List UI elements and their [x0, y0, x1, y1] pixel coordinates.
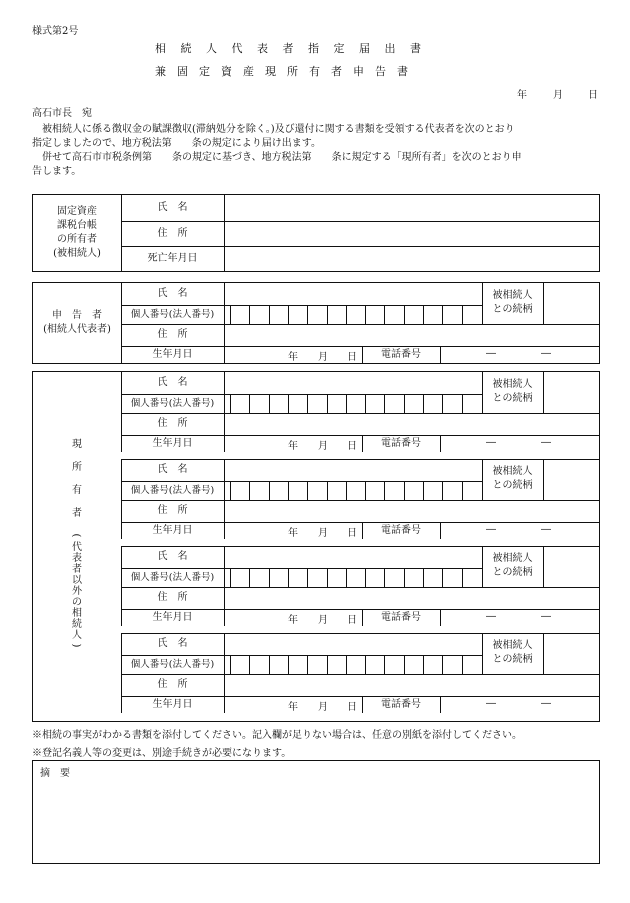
- address-label: 住 所: [157, 679, 188, 690]
- address-label: 住 所: [157, 329, 188, 340]
- id-digit-divider: [462, 481, 463, 500]
- birth-day-label: 日: [347, 615, 357, 626]
- birth-day-label: 日: [347, 702, 357, 713]
- relation-label-line1: 被相続人: [492, 379, 533, 390]
- birth-day-label: 日: [347, 352, 357, 363]
- phone-field[interactable]: [440, 609, 599, 626]
- owner-name-field[interactable]: [225, 195, 599, 221]
- address-label: 住 所: [157, 592, 188, 603]
- relation-label-line1: 被相続人: [492, 290, 533, 301]
- birth-month-label: 月: [318, 702, 328, 713]
- declarant-section-label: 申 告 者 (相続人代表者): [43, 310, 111, 335]
- phone-label: 電話番号: [381, 348, 421, 360]
- birth-year-label: 年: [288, 352, 298, 363]
- relation-field[interactable]: [543, 546, 599, 587]
- phone-label: 電話番号: [381, 611, 421, 623]
- relation-field[interactable]: [543, 283, 599, 324]
- name-label: 氏 名: [157, 288, 188, 299]
- id-number-label: 個人番号(法人番号): [130, 308, 215, 320]
- phone-dash: ―: [486, 348, 496, 359]
- id-digit-divider: [462, 655, 463, 674]
- phone-field[interactable]: [440, 696, 599, 713]
- address-field[interactable]: [224, 324, 599, 346]
- address-label: 住 所: [157, 505, 188, 516]
- id-digit-divider: [462, 568, 463, 587]
- relation-label: [482, 633, 543, 674]
- id-number-field[interactable]: [230, 394, 462, 413]
- date-year-label: 年: [517, 90, 527, 101]
- relation-label-line2: との続柄: [492, 304, 533, 315]
- relation-label-line1: 被相続人: [492, 553, 533, 564]
- birth-day-label: 日: [347, 528, 357, 539]
- phone-label: 電話番号: [381, 437, 421, 449]
- note-attach-documents: ※相続の事実がわかる書類を添付してください。記入欄が足りない場合は、任意の別紙を添付してください。: [32, 730, 522, 741]
- name-label: 氏 名: [157, 377, 188, 388]
- owner-address-label: 住 所: [157, 227, 188, 239]
- date-day-label: 日: [588, 90, 598, 101]
- birth-month-label: 月: [318, 441, 328, 452]
- phone-field[interactable]: [440, 435, 599, 452]
- phone-dash: ―: [486, 437, 496, 448]
- current-owner-section-label: 現 所 有 者 ( 代 表 者 以 外 の 相 続 人 ): [70, 439, 82, 648]
- id-digit-divider: [462, 394, 463, 413]
- birth-date-label: 生年月日: [152, 524, 193, 536]
- relation-label: [482, 283, 543, 324]
- paragraph2-line2: 告します。: [32, 166, 82, 177]
- note-registration-change: ※登記名義人等の変更は、別途手続きが必要になります。: [32, 748, 292, 759]
- relation-field[interactable]: [543, 372, 599, 413]
- id-number-label: 個人番号(法人番号): [130, 571, 215, 583]
- id-digit-divider: [462, 305, 463, 324]
- phone-dash: ―: [541, 611, 551, 622]
- relation-label-line2: との続柄: [492, 654, 533, 665]
- phone-field[interactable]: [440, 346, 599, 363]
- relation-label-line2: との続柄: [492, 393, 533, 404]
- form-number: 様式第2号: [32, 26, 79, 37]
- birth-date-label: 生年月日: [152, 437, 193, 449]
- relation-field[interactable]: [543, 633, 599, 674]
- owner-death-date-label: 死亡年月日: [147, 252, 198, 264]
- relation-label: [482, 546, 543, 587]
- relation-label-line1: 被相続人: [492, 640, 533, 651]
- owner-address-field[interactable]: [225, 221, 599, 246]
- phone-field[interactable]: [440, 522, 599, 539]
- id-number-field[interactable]: [230, 655, 462, 674]
- name-field[interactable]: [224, 372, 482, 394]
- name-label: 氏 名: [157, 551, 188, 562]
- addressee: 高石市長 宛: [32, 108, 92, 119]
- birth-day-label: 日: [347, 441, 357, 452]
- paragraph1-line2: 指定しましたので、地方税法第 条の規定により届け出ます。: [32, 138, 321, 149]
- name-field[interactable]: [224, 633, 482, 655]
- summary-box[interactable]: [32, 760, 600, 864]
- phone-dash: ―: [486, 611, 496, 622]
- form-title-line2: 兼固定資産現所有者申告書: [155, 65, 419, 78]
- form-title-line1: 相続人代表者指定届出書: [155, 42, 436, 55]
- phone-dash: ―: [541, 698, 551, 709]
- id-number-label: 個人番号(法人番号): [130, 484, 215, 496]
- birth-month-label: 月: [318, 352, 328, 363]
- phone-dash: ―: [486, 698, 496, 709]
- relation-label: [482, 372, 543, 413]
- relation-label-line2: との続柄: [492, 567, 533, 578]
- relation-label-line1: 被相続人: [492, 466, 533, 477]
- phone-dash: ―: [541, 348, 551, 359]
- birth-month-label: 月: [318, 528, 328, 539]
- birth-year-label: 年: [288, 528, 298, 539]
- birth-date-label: 生年月日: [152, 698, 193, 710]
- phone-dash: ―: [541, 524, 551, 535]
- birth-date-label: 生年月日: [152, 348, 193, 360]
- phone-label: 電話番号: [381, 524, 421, 536]
- summary-label: 摘 要: [40, 768, 70, 779]
- date-month-label: 月: [553, 90, 563, 101]
- id-number-label: 個人番号(法人番号): [130, 397, 215, 409]
- phone-dash: ―: [541, 437, 551, 448]
- name-field[interactable]: [224, 283, 482, 305]
- birth-date-label: 生年月日: [152, 611, 193, 623]
- birth-year-label: 年: [288, 702, 298, 713]
- address-label: 住 所: [157, 418, 188, 429]
- address-field[interactable]: [224, 587, 599, 609]
- relation-field[interactable]: [543, 459, 599, 500]
- id-number-field[interactable]: [230, 305, 462, 324]
- phone-dash: ―: [486, 524, 496, 535]
- name-label: 氏 名: [157, 464, 188, 475]
- owner-name-label: 氏 名: [157, 202, 188, 213]
- address-field[interactable]: [224, 413, 599, 435]
- phone-label: 電話番号: [381, 698, 421, 710]
- relation-label: [482, 459, 543, 500]
- paragraph1-line1: 被相続人に係る徴収金の賦課徴収(滞納処分を除く。)及び還付に関する書類を受領する代表者を次のとおり: [42, 124, 515, 135]
- birth-month-label: 月: [318, 615, 328, 626]
- id-number-field[interactable]: [230, 568, 462, 587]
- name-field[interactable]: [224, 546, 482, 568]
- owner-section-label: 固定資産 課税台帳 の所有者 (被相続人): [53, 206, 101, 259]
- birth-year-label: 年: [288, 441, 298, 452]
- id-number-label: 個人番号(法人番号): [130, 658, 215, 670]
- address-field[interactable]: [224, 674, 599, 696]
- birth-year-label: 年: [288, 615, 298, 626]
- address-field[interactable]: [224, 500, 599, 522]
- name-field[interactable]: [224, 459, 482, 481]
- relation-label-line2: との続柄: [492, 480, 533, 491]
- owner-death-date-field[interactable]: [225, 246, 599, 271]
- name-label: 氏 名: [157, 638, 188, 649]
- id-number-field[interactable]: [230, 481, 462, 500]
- paragraph2-line1: 併せて高石市市税条例第 条の規定に基づき、地方税法第 条に規定する「現所有者」を次のとおり申: [42, 152, 522, 163]
